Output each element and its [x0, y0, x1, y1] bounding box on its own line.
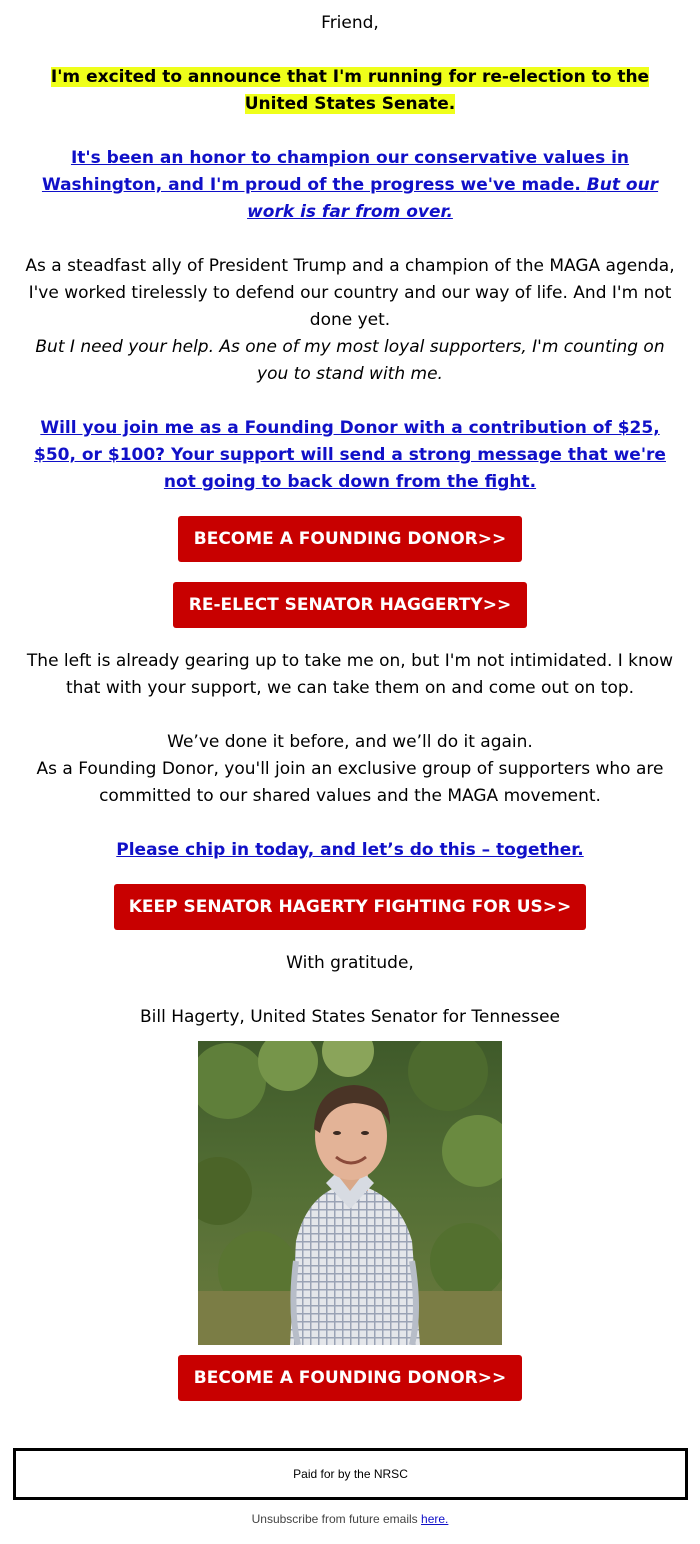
- unsubscribe-text: Unsubscribe from future emails: [251, 1512, 422, 1526]
- unsubscribe-line: [0, 1512, 700, 1526]
- announcement: [20, 64, 680, 118]
- honor-link[interactable]: [42, 148, 658, 222]
- unsubscribe-link[interactable]: here.: [421, 1512, 449, 1526]
- exclusive-paragraph: As a Founding Donor, you'll join an exclusive group of supporters who are committed to our shared values and the MAGA movement.: [36, 759, 664, 806]
- announcement-highlight: I'm excited to announce that I'm running for re-election to the United States Senate.: [50, 67, 650, 114]
- founding-paragraph: [20, 415, 680, 496]
- become-founding-donor-button-bottom[interactable]: BECOME A FOUNDING DONOR>>: [178, 1355, 522, 1401]
- honor-link-text: It's been an honor to champion our conservative values in Washington, and I'm proud of the progress we've made.: [41, 148, 630, 195]
- greeting: Friend,: [321, 13, 379, 33]
- help-paragraph: But I need your help. As one of my most loyal supporters, I'm counting on you to stand with me.: [35, 337, 665, 384]
- become-founding-donor-button[interactable]: BECOME A FOUNDING DONOR>>: [178, 516, 522, 562]
- honor-link-italic: But our work is far from over.: [247, 175, 659, 222]
- signature: Bill Hagerty, United States Senator for Tennessee: [139, 1007, 560, 1027]
- honor-paragraph: [20, 145, 680, 226]
- chip-in-paragraph: [20, 837, 680, 864]
- paid-for-text: Paid for by the NRSC: [293, 1467, 408, 1481]
- left-paragraph: The left is already gearing up to take me on, but I'm not intimidated. I know that with your support, we can take them on and come out on top.: [26, 651, 674, 698]
- done-before: We’ve done it before, and we’ll do it again.: [167, 732, 533, 752]
- ally-paragraph: As a steadfast ally of President Trump and a champion of the MAGA agenda, I've worked tirelessly to defend our country and our way of life. And I'm not done yet.: [25, 256, 675, 330]
- chip-in-link[interactable]: Please chip in today, and let’s do this – together.: [116, 840, 584, 860]
- closing: With gratitude,: [286, 953, 414, 973]
- paid-for-box: [13, 1448, 688, 1500]
- founding-donor-link[interactable]: Will you join me as a Founding Donor with a contribution of $25, $50, or $100? Your support will send a strong message that we're not going to back down from the fight.: [34, 418, 666, 492]
- senator-photo: [198, 1041, 502, 1345]
- reelect-senator-button[interactable]: RE-ELECT SENATOR HAGGERTY>>: [173, 582, 527, 628]
- keep-fighting-button[interactable]: KEEP SENATOR HAGERTY FIGHTING FOR US>>: [114, 884, 586, 930]
